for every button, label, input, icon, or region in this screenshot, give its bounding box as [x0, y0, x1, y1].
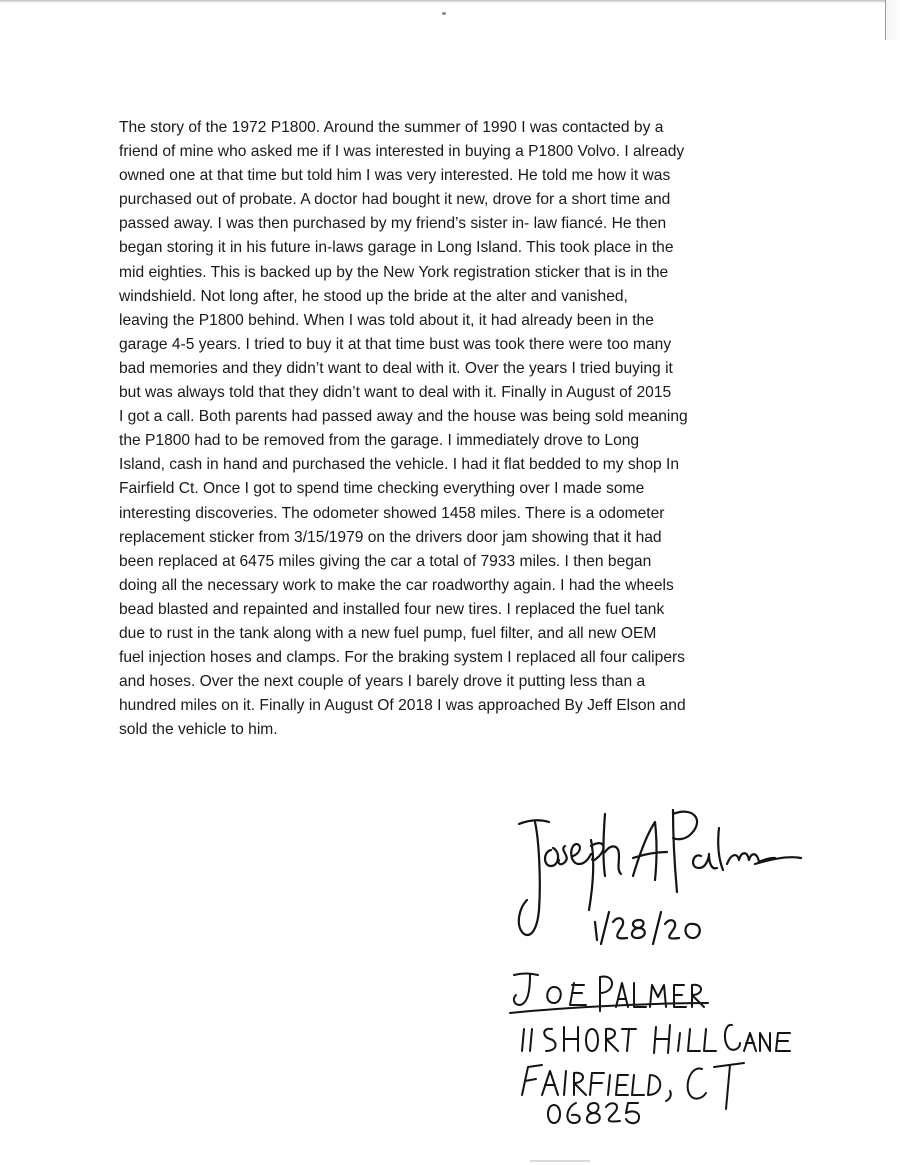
letter-line: hundred miles on it. Finally in August Of 2018 I was approached By Jeff Elson and [119, 697, 686, 715]
letter-line: due to rust in the tank along with a new fuel pump, fuel filter, and all new OEM [119, 624, 657, 642]
letter-line: owned one at that time but told him I was very interested. He told me how it was [119, 167, 671, 185]
scan-corner-shadow [885, 0, 900, 40]
letter-line: The story of the 1972 P1800. Around the summer of 1990 I was contacted by a [119, 119, 664, 136]
handwritten-signature [505, 800, 805, 950]
letter-line: fuel injection hoses and clamps. For the braking system I replaced all four calipers [119, 649, 685, 667]
address-drawing [508, 963, 828, 1128]
letter-line: bead blasted and repainted and installed four new tires. I replaced the fuel tank [119, 600, 665, 618]
letter-line: the P1800 had to be removed from the garage. I immediately drove to Long [119, 432, 640, 450]
letter-line: I got a call. Both parents had passed away and the house was being sold meaning [119, 408, 688, 426]
letter-line: friend of mine who asked me if I was interested in buying a P1800 Volvo. I already [119, 143, 685, 161]
letter-line: passed away. I was then purchased by my friend’s sister in- law fiancé. He then [119, 215, 667, 233]
letter-line: sold the vehicle to him. [119, 721, 278, 739]
letter-line: mid eighties. This is backed up by the New York registration sticker that is in the [119, 263, 669, 281]
letter-line: Fairfield Ct. Once I got to spend time checking everything over I made some [119, 480, 645, 498]
letter-line: leaving the P1800 behind. When I was told about it, it had already been in the [119, 311, 654, 329]
scan-dust-speck [442, 12, 446, 15]
letter-line: Island, cash in hand and purchased the vehicle. I had it flat bedded to my shop In [119, 456, 680, 474]
letter-line: doing all the necessary work to make the car roadworthy again. I had the wheels [119, 576, 674, 594]
letter-line: but was always told that they didn’t want to deal with it. Finally in August of 2015 [119, 384, 672, 402]
letter-line: windshield. Not long after, he stood up the bride at the alter and vanished, [119, 287, 628, 305]
letter-line: replacement sticker from 3/15/1979 on the drivers door jam showing that it had [119, 528, 662, 546]
handwritten-return-address [508, 963, 828, 1128]
letter-line: been replaced at 6475 miles giving the car a total of 7933 miles. I then began [119, 552, 652, 570]
signature-drawing [505, 800, 805, 950]
letter-line: purchased out of probate. A doctor had bought it new, drove for a short time and [119, 191, 671, 209]
letter-line: garage 4-5 years. I tried to buy it at that time bust was took there were too many [119, 335, 672, 353]
scan-edge-mark [530, 1160, 590, 1162]
letter-line: began storing it in his future in-laws garage in Long Island. This took place in the [119, 239, 674, 257]
letter-body [119, 116, 779, 742]
letter-line: and hoses. Over the next couple of years I barely drove it putting less than a [119, 673, 646, 691]
letter-line: bad memories and they didn’t want to deal with it. Over the years I tried buying it [119, 359, 673, 377]
letter-line: interesting discoveries. The odometer showed 1458 miles. There is a odometer [119, 504, 665, 522]
scan-edge-shadow [0, 0, 900, 3]
